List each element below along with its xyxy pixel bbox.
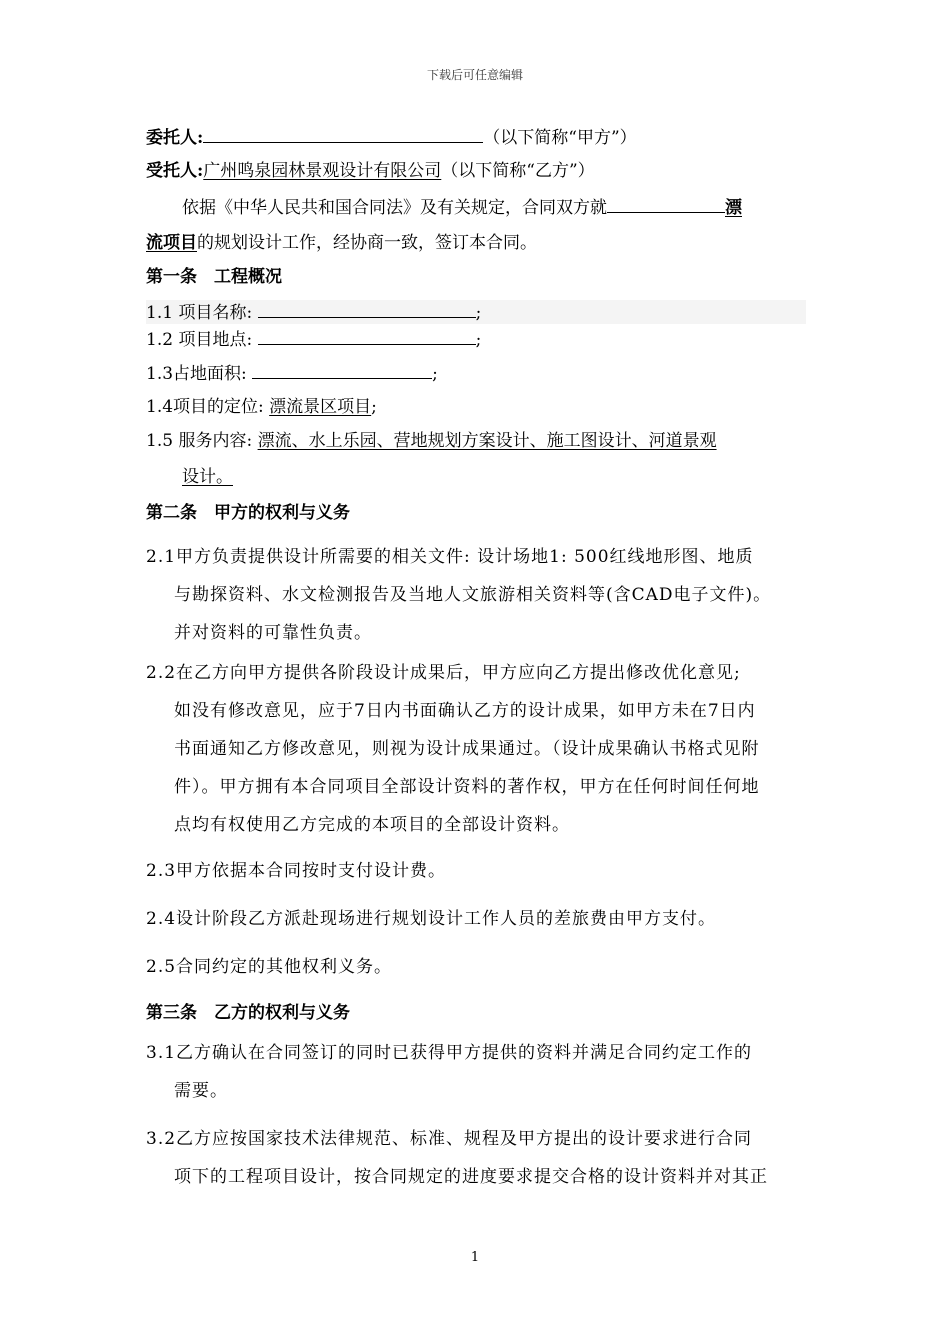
item-2-1-line: 2.1甲方负责提供设计所需要的相关文件: 设计场地1: 500红线地形图、地质 bbox=[146, 547, 754, 567]
client-suffix: （以下简称“甲方”） bbox=[483, 128, 637, 148]
item-2-2 bbox=[146, 654, 806, 844]
intro-project-a: 漂 bbox=[725, 198, 742, 218]
intro-text: 依据《中华人民共和国合同法》及有关规定，合同双方就 bbox=[182, 198, 607, 218]
contractor-suffix: （以下简称“乙方”） bbox=[441, 161, 595, 181]
intro-project-b: 流项目 bbox=[146, 233, 197, 253]
item-1-3-label: 1.3占地面积: bbox=[146, 364, 247, 384]
semicolon: ; bbox=[371, 397, 377, 417]
item-2-2-line: 书面通知乙方修改意见，则视为设计成果通过。（设计成果确认书格式见附 bbox=[174, 739, 760, 759]
semicolon: ; bbox=[475, 330, 482, 350]
item-1-2-label: 1.2 项目地点: bbox=[146, 330, 253, 350]
item-1-5-cont bbox=[182, 466, 233, 488]
item-3-2-line: 项下的工程项目设计，按合同规定的进度要求提交合格的设计资料并对其正 bbox=[174, 1167, 768, 1187]
intro-line-1 bbox=[182, 196, 742, 219]
item-2-1-line: 与勘探资料、水文检测报告及当地人文旅游相关资料等(含CAD电子文件)。 bbox=[174, 585, 772, 605]
project-name-blank bbox=[258, 301, 476, 318]
page-header: 下载后可任意编辑 bbox=[426, 68, 523, 82]
item-2-3: 2.3甲方依据本合同按时支付设计费。 bbox=[146, 861, 447, 881]
item-2-5: 2.5合同约定的其他权利义务。 bbox=[146, 957, 393, 977]
item-3-1 bbox=[146, 1034, 806, 1110]
client-label: 委托人: bbox=[146, 128, 204, 148]
item-2-1-line: 并对资料的可靠性负责。 bbox=[174, 623, 372, 643]
item-2-2-line: 件）。甲方拥有本合同项目全部设计资料的著作权，甲方在任何时间任何地 bbox=[174, 777, 760, 797]
semicolon: ; bbox=[432, 364, 438, 384]
item-1-2 bbox=[146, 328, 481, 351]
semicolon: ; bbox=[475, 303, 482, 323]
contractor-label: 受托人: bbox=[146, 161, 204, 181]
article3-title: 第三条 乙方的权利与义务 bbox=[146, 1003, 350, 1023]
item-3-1-line: 3.1乙方确认在合同签订的同时已获得甲方提供的资料并满足合同约定工作的 bbox=[146, 1043, 753, 1063]
intro-project-blank bbox=[607, 196, 725, 213]
item-3-1-line: 需要。 bbox=[174, 1081, 228, 1101]
client-name-blank bbox=[203, 126, 483, 143]
item-1-1 bbox=[146, 301, 481, 324]
intro-line-2 bbox=[146, 232, 537, 254]
intro-text2: 的规划设计工作，经协商一致，签订本合同。 bbox=[197, 233, 537, 253]
item-1-4-label: 1.4项目的定位: bbox=[146, 397, 264, 417]
item-2-4: 2.4设计阶段乙方派赴现场进行规划设计工作人员的差旅费由甲方支付。 bbox=[146, 909, 717, 929]
item-1-4 bbox=[146, 396, 377, 418]
item-1-3 bbox=[146, 362, 438, 385]
item-1-5-label: 1.5 服务内容: bbox=[146, 431, 253, 451]
item-1-5-value: 漂流、水上乐园、营地规划方案设计、施工图设计、河道景观 bbox=[257, 431, 717, 451]
page-number: 1 bbox=[470, 1250, 480, 1265]
area-blank bbox=[252, 362, 432, 379]
item-2-2-line: 2.2在乙方向甲方提供各阶段设计成果后，甲方应向乙方提出修改优化意见; bbox=[146, 663, 741, 683]
item-1-5 bbox=[146, 430, 717, 452]
item-2-2-line: 如没有修改意见，应于7日内书面确认乙方的设计成果，如甲方未在7日内 bbox=[174, 701, 756, 721]
item-1-1-label: 1.1 项目名称: bbox=[146, 303, 253, 323]
item-1-4-value: 漂流景区项目 bbox=[269, 397, 372, 417]
article1-title: 第一条 工程概况 bbox=[146, 267, 282, 287]
item-1-5-value-cont: 设计。 bbox=[182, 467, 233, 487]
item-2-2-line: 点均有权使用乙方完成的本项目的全部设计资料。 bbox=[174, 815, 570, 835]
contractor-line bbox=[146, 160, 595, 182]
item-3-2-line: 3.2乙方应按国家技术法律规范、标准、规程及甲方提出的设计要求进行合同 bbox=[146, 1129, 753, 1149]
item-3-2 bbox=[146, 1120, 806, 1196]
article2-title: 第二条 甲方的权利与义务 bbox=[146, 503, 350, 523]
client-line bbox=[146, 126, 637, 149]
contractor-name: 广州鸣泉园林景观设计有限公司 bbox=[203, 161, 442, 181]
item-2-1 bbox=[146, 538, 806, 652]
project-location-blank bbox=[258, 328, 476, 345]
